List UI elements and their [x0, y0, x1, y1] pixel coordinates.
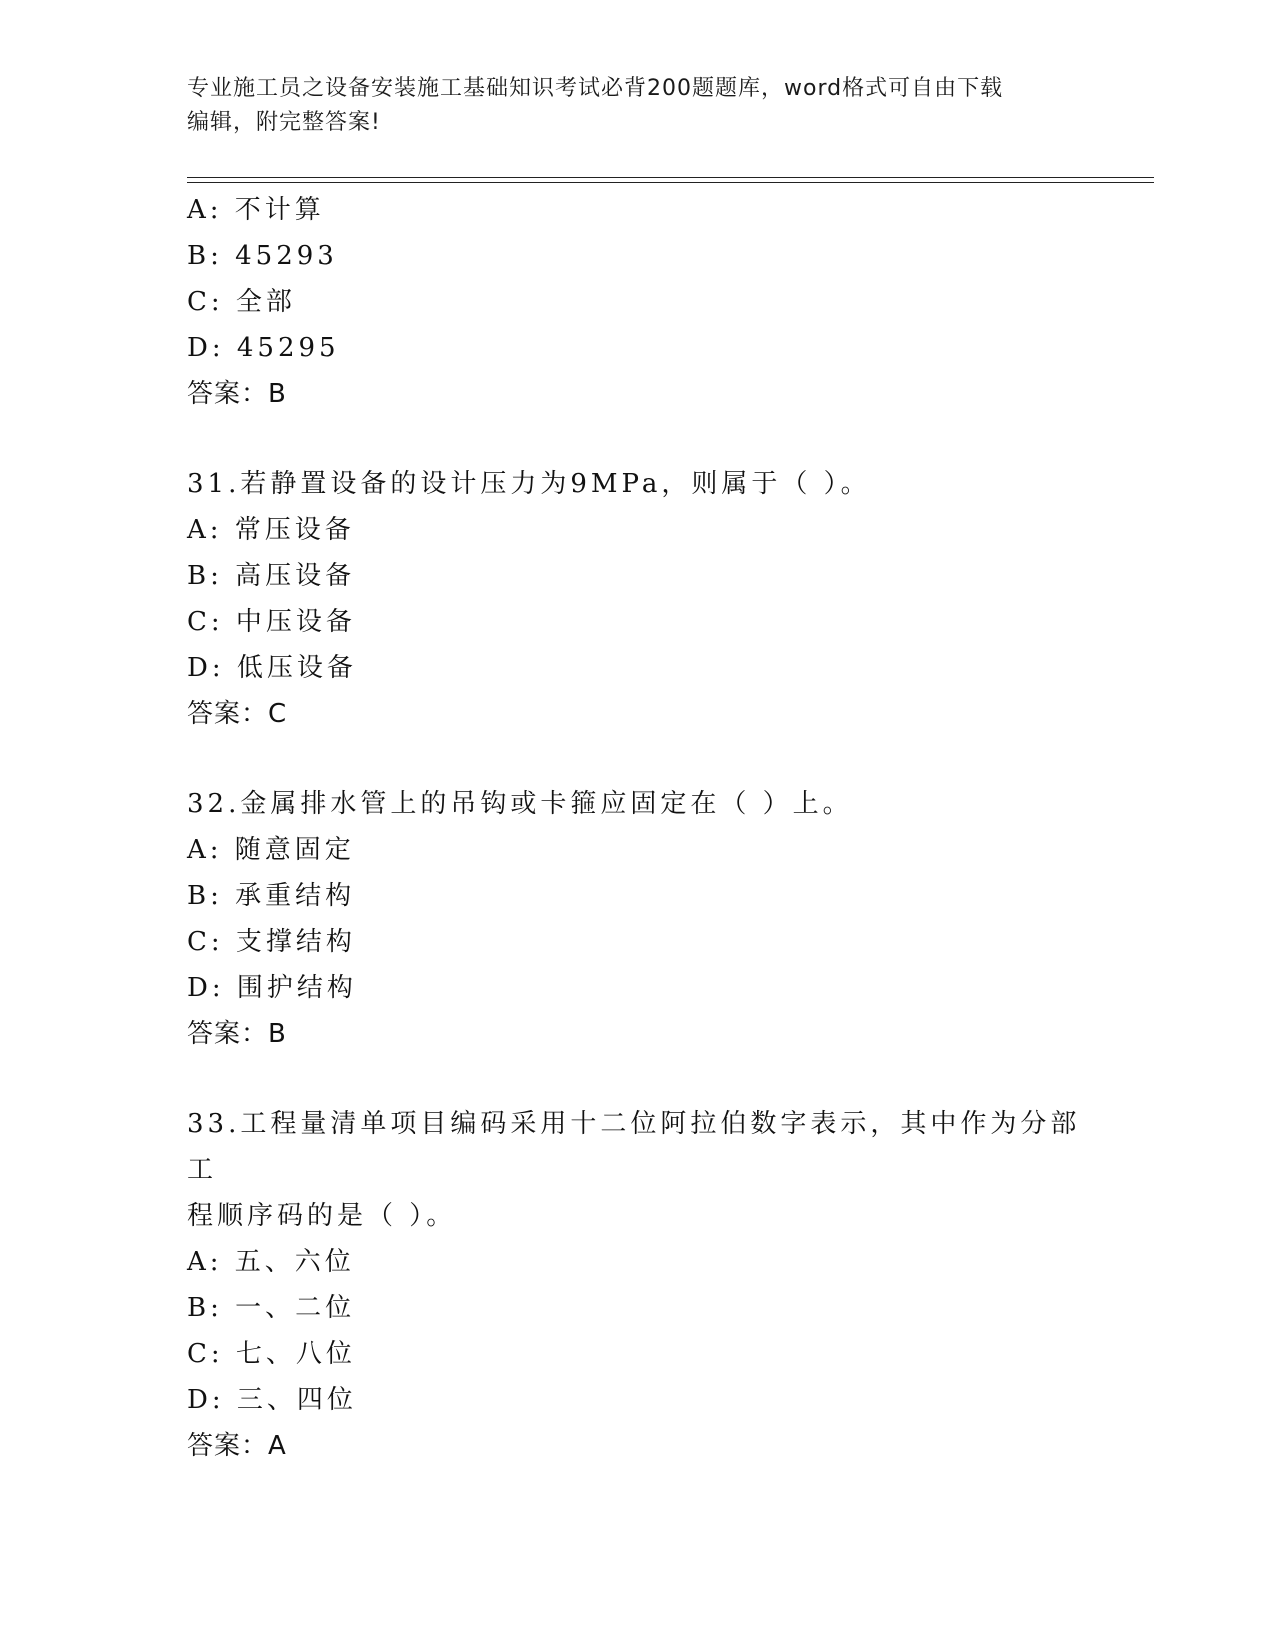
option-b: B: 一、二位 [187, 1293, 356, 1323]
question-text: 31.若静置设备的设计压力为9MPa，则属于（ ）。 [187, 469, 871, 499]
answer-line: 答案：A [187, 1431, 287, 1461]
option-d: D: 45295 [187, 333, 340, 363]
answer-line: 答案：B [187, 379, 287, 409]
question-block-30 [187, 187, 1087, 417]
option-c: C: 中压设备 [187, 607, 356, 637]
option-b: B: 高压设备 [187, 561, 356, 591]
spacer [187, 1057, 1087, 1101]
option-b: B: 承重结构 [187, 881, 356, 911]
option-a: A: 常压设备 [187, 515, 355, 545]
header-title-line-2: 编辑，附完整答案! [187, 110, 381, 135]
option-d: D: 围护结构 [187, 973, 357, 1003]
option-d: D: 低压设备 [187, 653, 357, 683]
answer-line: 答案：B [187, 1019, 287, 1049]
option-a: A: 不计算 [187, 195, 325, 225]
question-block-32 [187, 781, 1087, 1057]
option-a: A: 随意固定 [187, 835, 355, 865]
option-b: B: 45293 [187, 241, 338, 271]
question-text-line-2: 程顺序码的是（ ）。 [187, 1201, 457, 1231]
option-c: C: 支撑结构 [187, 927, 356, 957]
option-c: C: 七、八位 [187, 1339, 356, 1369]
option-c: C: 全部 [187, 287, 296, 317]
document-header [187, 72, 1087, 140]
question-text: 32.金属排水管上的吊钩或卡箍应固定在（ ）上。 [187, 789, 853, 819]
option-d: D: 三、四位 [187, 1385, 357, 1415]
header-title-line-1: 专业施工员之设备安装施工基础知识考试必背200题题库，word格式可自由下载 [187, 76, 1004, 101]
spacer [187, 417, 1087, 461]
question-block-33 [187, 1101, 1087, 1469]
spacer [187, 737, 1087, 781]
option-a: A: 五、六位 [187, 1247, 355, 1277]
header-divider-bottom [187, 182, 1154, 183]
answer-line: 答案：C [187, 699, 288, 729]
question-list [187, 187, 1087, 1469]
question-text-line-1: 33.工程量清单项目编码采用十二位阿拉伯数字表示，其中作为分部工 [187, 1109, 1081, 1185]
question-block-31 [187, 461, 1087, 737]
header-divider-top [187, 177, 1154, 178]
